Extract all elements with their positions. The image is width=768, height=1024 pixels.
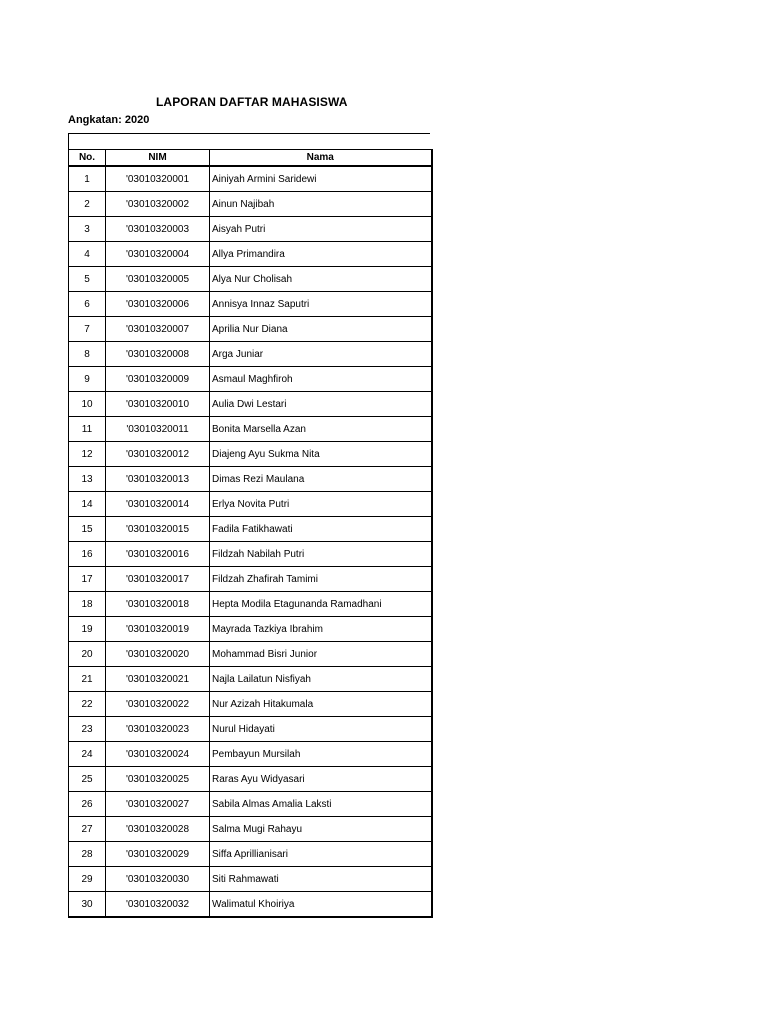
row-number: 15 xyxy=(69,517,106,542)
row-name: Allya Primandira xyxy=(210,242,432,267)
row-number: 25 xyxy=(69,767,106,792)
table-row xyxy=(69,567,432,592)
row-number: 18 xyxy=(69,592,106,617)
column-header-nim: NIM xyxy=(106,150,210,167)
row-name: Aisyah Putri xyxy=(210,217,432,242)
table-row xyxy=(69,217,432,242)
table-row xyxy=(69,467,432,492)
row-number: 13 xyxy=(69,467,106,492)
row-nim: '03010320019 xyxy=(106,617,210,642)
row-number: 16 xyxy=(69,542,106,567)
row-name: Raras Ayu Widyasari xyxy=(210,767,432,792)
row-name: Erlya Novita Putri xyxy=(210,492,432,517)
row-number: 20 xyxy=(69,642,106,667)
row-name: Alya Nur Cholisah xyxy=(210,267,432,292)
row-nim: '03010320027 xyxy=(106,792,210,817)
row-nim: '03010320009 xyxy=(106,367,210,392)
row-name: Siffa Aprillianisari xyxy=(210,842,432,867)
row-name: Mohammad Bisri Junior xyxy=(210,642,432,667)
table-row xyxy=(69,692,432,717)
row-number: 2 xyxy=(69,192,106,217)
row-nim: '03010320028 xyxy=(106,817,210,842)
divider xyxy=(68,133,69,149)
row-number: 17 xyxy=(69,567,106,592)
row-nim: '03010320003 xyxy=(106,217,210,242)
table-row xyxy=(69,592,432,617)
row-name: Walimatul Khoiriya xyxy=(210,892,432,918)
table-row xyxy=(69,742,432,767)
row-name: Fadila Fatikhawati xyxy=(210,517,432,542)
row-number: 5 xyxy=(69,267,106,292)
row-name: Aprilia Nur Diana xyxy=(210,317,432,342)
table-row xyxy=(69,717,432,742)
table-row xyxy=(69,442,432,467)
row-number: 23 xyxy=(69,717,106,742)
row-nim: '03010320014 xyxy=(106,492,210,517)
row-nim: '03010320020 xyxy=(106,642,210,667)
row-number: 12 xyxy=(69,442,106,467)
table-row xyxy=(69,417,432,442)
divider xyxy=(68,133,430,134)
row-nim: '03010320011 xyxy=(106,417,210,442)
table-row xyxy=(69,842,432,867)
row-name: Bonita Marsella Azan xyxy=(210,417,432,442)
row-nim: '03010320018 xyxy=(106,592,210,617)
row-name: Pembayun Mursilah xyxy=(210,742,432,767)
table-row xyxy=(69,542,432,567)
report-subtitle: Angkatan: 2020 xyxy=(68,114,150,126)
row-name: Najla Lailatun Nisfiyah xyxy=(210,667,432,692)
row-number: 9 xyxy=(69,367,106,392)
column-header-nama: Nama xyxy=(210,150,432,167)
table-row xyxy=(69,192,432,217)
row-name: Fildzah Zhafirah Tamimi xyxy=(210,567,432,592)
row-number: 27 xyxy=(69,817,106,842)
report-title: LAPORAN DAFTAR MAHASISWA xyxy=(156,95,348,109)
row-nim: '03010320008 xyxy=(106,342,210,367)
row-nim: '03010320010 xyxy=(106,392,210,417)
row-nim: '03010320004 xyxy=(106,242,210,267)
row-nim: '03010320030 xyxy=(106,867,210,892)
row-number: 14 xyxy=(69,492,106,517)
row-nim: '03010320025 xyxy=(106,767,210,792)
table-row xyxy=(69,242,432,267)
row-number: 30 xyxy=(69,892,106,918)
table-row xyxy=(69,817,432,842)
row-name: Annisya Innaz Saputri xyxy=(210,292,432,317)
row-nim: '03010320032 xyxy=(106,892,210,918)
table-row xyxy=(69,767,432,792)
row-number: 1 xyxy=(69,166,106,192)
table-row xyxy=(69,292,432,317)
row-number: 28 xyxy=(69,842,106,867)
table-row xyxy=(69,317,432,342)
table-row xyxy=(69,492,432,517)
row-number: 22 xyxy=(69,692,106,717)
row-name: Arga Juniar xyxy=(210,342,432,367)
row-name: Ainun Najibah xyxy=(210,192,432,217)
row-name: Nur Azizah Hitakumala xyxy=(210,692,432,717)
row-number: 4 xyxy=(69,242,106,267)
row-nim: '03010320005 xyxy=(106,267,210,292)
row-name: Fildzah Nabilah Putri xyxy=(210,542,432,567)
row-name: Siti Rahmawati xyxy=(210,867,432,892)
row-nim: '03010320001 xyxy=(106,166,210,192)
student-table xyxy=(68,149,433,918)
row-name: Ainiyah Armini Saridewi xyxy=(210,166,432,192)
row-name: Nurul Hidayati xyxy=(210,717,432,742)
row-nim: '03010320029 xyxy=(106,842,210,867)
row-name: Hepta Modila Etagunanda Ramadhani xyxy=(210,592,432,617)
row-nim: '03010320013 xyxy=(106,467,210,492)
row-number: 26 xyxy=(69,792,106,817)
table-row xyxy=(69,892,432,918)
row-name: Salma Mugi Rahayu xyxy=(210,817,432,842)
table-row xyxy=(69,517,432,542)
row-number: 8 xyxy=(69,342,106,367)
row-name: Diajeng Ayu Sukma Nita xyxy=(210,442,432,467)
column-header-no: No. xyxy=(69,150,106,167)
row-number: 29 xyxy=(69,867,106,892)
row-name: Aulia Dwi Lestari xyxy=(210,392,432,417)
row-nim: '03010320016 xyxy=(106,542,210,567)
row-name: Asmaul Maghfiroh xyxy=(210,367,432,392)
row-name: Dimas Rezi Maulana xyxy=(210,467,432,492)
table-row xyxy=(69,267,432,292)
table-row xyxy=(69,392,432,417)
row-number: 7 xyxy=(69,317,106,342)
row-nim: '03010320023 xyxy=(106,717,210,742)
row-number: 11 xyxy=(69,417,106,442)
row-number: 3 xyxy=(69,217,106,242)
row-nim: '03010320012 xyxy=(106,442,210,467)
row-nim: '03010320015 xyxy=(106,517,210,542)
table-row xyxy=(69,642,432,667)
table-row xyxy=(69,166,432,192)
row-nim: '03010320021 xyxy=(106,667,210,692)
table-row xyxy=(69,367,432,392)
row-nim: '03010320007 xyxy=(106,317,210,342)
row-name: Sabila Almas Amalia Laksti xyxy=(210,792,432,817)
row-nim: '03010320006 xyxy=(106,292,210,317)
row-number: 24 xyxy=(69,742,106,767)
table-row xyxy=(69,667,432,692)
row-nim: '03010320002 xyxy=(106,192,210,217)
row-name: Mayrada Tazkiya Ibrahim xyxy=(210,617,432,642)
table-row xyxy=(69,867,432,892)
row-nim: '03010320022 xyxy=(106,692,210,717)
table-row xyxy=(69,617,432,642)
row-nim: '03010320017 xyxy=(106,567,210,592)
row-nim: '03010320024 xyxy=(106,742,210,767)
table-header-row xyxy=(69,150,432,167)
row-number: 19 xyxy=(69,617,106,642)
row-number: 21 xyxy=(69,667,106,692)
table-row xyxy=(69,792,432,817)
row-number: 6 xyxy=(69,292,106,317)
row-number: 10 xyxy=(69,392,106,417)
table-row xyxy=(69,342,432,367)
